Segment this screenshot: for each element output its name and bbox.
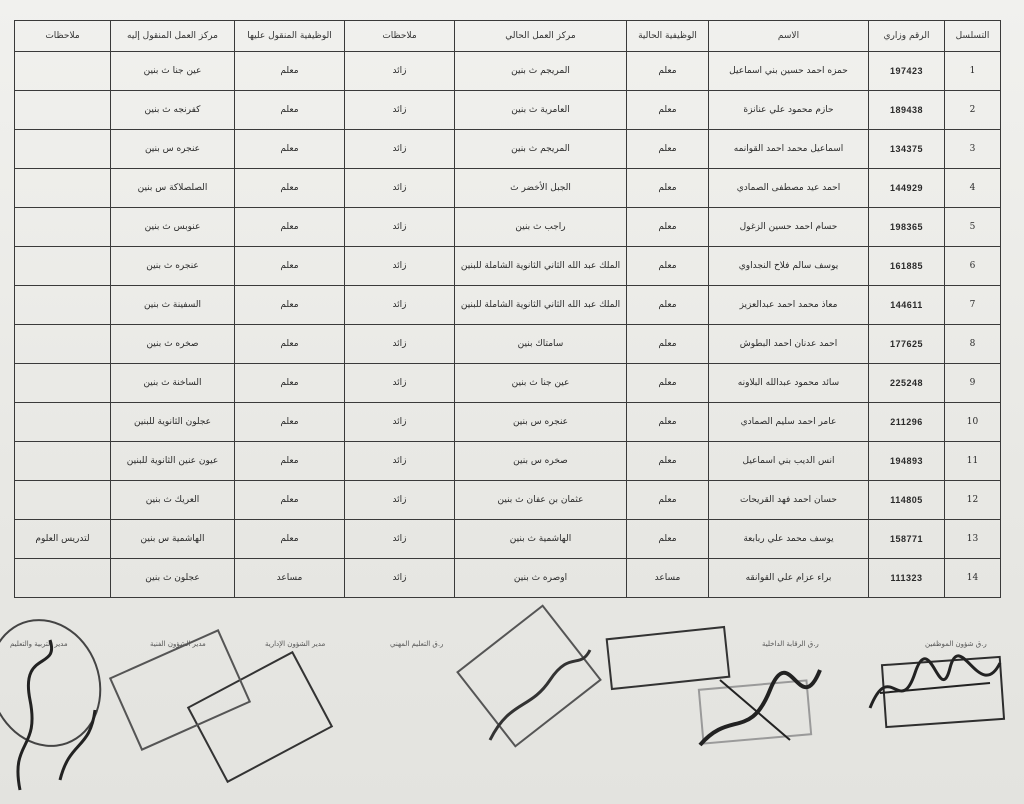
cell-notes-2 xyxy=(15,286,111,325)
cell-new-job: معلم xyxy=(235,52,345,91)
cell-job: معلم xyxy=(627,442,709,481)
cell-seq: 13 xyxy=(945,520,1001,559)
cell-seq: 4 xyxy=(945,169,1001,208)
cell-center: الهاشمية ث بنين xyxy=(455,520,627,559)
cell-job: معلم xyxy=(627,286,709,325)
cell-center: اوصره ث بنين xyxy=(455,559,627,598)
cell-seq: 12 xyxy=(945,481,1001,520)
header-seq: التسلسل xyxy=(945,21,1001,52)
cell-notes: زائد xyxy=(345,403,455,442)
cell-notes-2 xyxy=(15,559,111,598)
table-row xyxy=(15,169,1001,208)
cell-seq: 8 xyxy=(945,325,1001,364)
cell-notes: زائد xyxy=(345,52,455,91)
cell-name: يوسف محمد علي ربابعة xyxy=(709,520,869,559)
header-new-job: الوظيفية المنقول عليها xyxy=(235,21,345,52)
cell-new-job: معلم xyxy=(235,169,345,208)
cell-notes: زائد xyxy=(345,130,455,169)
cell-name: حازم محمود علي عنانزة xyxy=(709,91,869,130)
cell-notes: زائد xyxy=(345,442,455,481)
cell-seq: 14 xyxy=(945,559,1001,598)
cell-name: انس الديب بني اسماعيل xyxy=(709,442,869,481)
table-row xyxy=(15,364,1001,403)
cell-notes: زائد xyxy=(345,325,455,364)
cell-number: 177625 xyxy=(869,325,945,364)
official-stamp xyxy=(698,679,812,744)
cell-new-job: معلم xyxy=(235,130,345,169)
header-notes-2: ملاحظات xyxy=(15,21,111,52)
cell-new-center: عين جنا ث بنين xyxy=(111,52,235,91)
cell-seq: 7 xyxy=(945,286,1001,325)
table-row xyxy=(15,481,1001,520)
cell-notes: زائد xyxy=(345,91,455,130)
cell-new-center: السفينة ث بنين xyxy=(111,286,235,325)
table-row xyxy=(15,559,1001,598)
signature-label-technical: مدير الشؤون الفنية xyxy=(150,640,206,648)
table-row xyxy=(15,325,1001,364)
cell-center: راجب ث بنين xyxy=(455,208,627,247)
cell-name: حسان احمد فهد القريحات xyxy=(709,481,869,520)
cell-new-job: معلم xyxy=(235,364,345,403)
cell-notes-2 xyxy=(15,403,111,442)
cell-new-center: عيون عنين الثانوية للبنين xyxy=(111,442,235,481)
cell-new-center: العريك ث بنين xyxy=(111,481,235,520)
cell-job: معلم xyxy=(627,52,709,91)
table-row xyxy=(15,442,1001,481)
official-stamp xyxy=(881,656,1005,728)
signature-label-director: مدير التربية والتعليم xyxy=(10,640,68,648)
table-row xyxy=(15,130,1001,169)
cell-job: معلم xyxy=(627,403,709,442)
cell-number: 144611 xyxy=(869,286,945,325)
cell-name: احمد عدنان احمد البطوش xyxy=(709,325,869,364)
signature-label-admin: مدير الشؤون الإدارية xyxy=(265,640,326,648)
signature-label-audit: ر.ق الرقابة الداخلية xyxy=(762,640,819,648)
official-stamp xyxy=(456,604,602,747)
cell-center: العامرية ث بنين xyxy=(455,91,627,130)
cell-new-center: عنجره س بنين xyxy=(111,130,235,169)
cell-number: 225248 xyxy=(869,364,945,403)
cell-new-job: معلم xyxy=(235,325,345,364)
cell-number: 211296 xyxy=(869,403,945,442)
header-current-center: مركز العمل الحالي xyxy=(455,21,627,52)
cell-job: معلم xyxy=(627,520,709,559)
cell-center: الملك عبد الله الثاني الثانوية الشاملة للبنين xyxy=(455,247,627,286)
cell-notes: زائد xyxy=(345,247,455,286)
table-row xyxy=(15,286,1001,325)
cell-new-job: معلم xyxy=(235,91,345,130)
signature-label-hr: ر.ق شؤون الموظفين xyxy=(925,640,987,648)
cell-number: 134375 xyxy=(869,130,945,169)
cell-number: 189438 xyxy=(869,91,945,130)
cell-notes: زائد xyxy=(345,481,455,520)
cell-seq: 2 xyxy=(945,91,1001,130)
cell-new-center: عجلون ث بنين xyxy=(111,559,235,598)
cell-name: اسماعيل محمد احمد القوانمه xyxy=(709,130,869,169)
cell-name: حسام احمد حسين الزغول xyxy=(709,208,869,247)
cell-number: 161885 xyxy=(869,247,945,286)
cell-center: سامتاك بنين xyxy=(455,325,627,364)
cell-notes: زائد xyxy=(345,208,455,247)
cell-notes-2 xyxy=(15,208,111,247)
cell-name: احمد عيد مصطفى الصمادي xyxy=(709,169,869,208)
cell-new-job: معلم xyxy=(235,481,345,520)
cell-seq: 1 xyxy=(945,52,1001,91)
cell-notes-2 xyxy=(15,481,111,520)
cell-notes-2 xyxy=(15,442,111,481)
cell-new-center: كفرنجه ث بنين xyxy=(111,91,235,130)
cell-new-center: عنجره ث بنين xyxy=(111,247,235,286)
cell-name: عامر احمد سليم الصمادي xyxy=(709,403,869,442)
cell-job: معلم xyxy=(627,481,709,520)
cell-name: حمزه احمد حسين بني اسماعيل xyxy=(709,52,869,91)
cell-job: معلم xyxy=(627,364,709,403)
cell-new-center: عجلون الثانوية للبنين xyxy=(111,403,235,442)
table-row xyxy=(15,520,1001,559)
cell-new-job: معلم xyxy=(235,403,345,442)
header-name: الاسم xyxy=(709,21,869,52)
cell-notes-2 xyxy=(15,130,111,169)
transfer-table xyxy=(14,20,1001,598)
cell-job: معلم xyxy=(627,247,709,286)
cell-number: 114805 xyxy=(869,481,945,520)
cell-center: عثمان بن عفان ث بنين xyxy=(455,481,627,520)
cell-job: مساعد xyxy=(627,559,709,598)
cell-new-job: معلم xyxy=(235,286,345,325)
official-stamp xyxy=(0,603,119,763)
table-row xyxy=(15,91,1001,130)
cell-name: يوسف سالم فلاح النجداوي xyxy=(709,247,869,286)
cell-number: 144929 xyxy=(869,169,945,208)
cell-job: معلم xyxy=(627,208,709,247)
cell-new-job: مساعد xyxy=(235,559,345,598)
cell-job: معلم xyxy=(627,169,709,208)
header-number: الرقم وزاري xyxy=(869,21,945,52)
cell-number: 194893 xyxy=(869,442,945,481)
cell-notes: زائد xyxy=(345,286,455,325)
header-new-center: مركز العمل المنقول إليه xyxy=(111,21,235,52)
table-row xyxy=(15,247,1001,286)
cell-new-job: معلم xyxy=(235,520,345,559)
cell-job: معلم xyxy=(627,325,709,364)
cell-center: الملك عبد الله الثاني الثانوية الشاملة للبنين xyxy=(455,286,627,325)
cell-seq: 10 xyxy=(945,403,1001,442)
cell-notes-2 xyxy=(15,325,111,364)
table-row xyxy=(15,208,1001,247)
cell-notes-2 xyxy=(15,91,111,130)
cell-new-job: معلم xyxy=(235,208,345,247)
cell-notes: زائد xyxy=(345,559,455,598)
cell-center: صخره س بنين xyxy=(455,442,627,481)
header-current-job: الوظيفية الحالية xyxy=(627,21,709,52)
cell-number: 111323 xyxy=(869,559,945,598)
table-header-row xyxy=(15,21,1001,52)
cell-new-center: الصلصلاكة س بنين xyxy=(111,169,235,208)
cell-number: 158771 xyxy=(869,520,945,559)
cell-name: معاذ محمد احمد عبدالعزيز xyxy=(709,286,869,325)
cell-seq: 11 xyxy=(945,442,1001,481)
cell-seq: 3 xyxy=(945,130,1001,169)
cell-notes-2 xyxy=(15,247,111,286)
cell-new-job: معلم xyxy=(235,442,345,481)
cell-name: براء عزام علي القوانقه xyxy=(709,559,869,598)
cell-new-center: الساخنة ث بنين xyxy=(111,364,235,403)
cell-new-job: معلم xyxy=(235,247,345,286)
cell-seq: 9 xyxy=(945,364,1001,403)
signature-label-vocational: ر.ق التعليم المهني xyxy=(390,640,444,648)
cell-notes-2: لتدريس العلوم xyxy=(15,520,111,559)
cell-notes-2 xyxy=(15,169,111,208)
cell-number: 197423 xyxy=(869,52,945,91)
cell-notes-2 xyxy=(15,52,111,91)
cell-center: عنجره س بنين xyxy=(455,403,627,442)
cell-job: معلم xyxy=(627,130,709,169)
cell-notes: زائد xyxy=(345,169,455,208)
table-row xyxy=(15,403,1001,442)
cell-seq: 5 xyxy=(945,208,1001,247)
cell-new-center: عنوبس ث بنين xyxy=(111,208,235,247)
cell-notes: زائد xyxy=(345,520,455,559)
official-stamp xyxy=(606,626,731,690)
cell-center: المريجم ث بنين xyxy=(455,130,627,169)
cell-center: عين جنا ث بنين xyxy=(455,364,627,403)
cell-center: الجبل الأخضر ث xyxy=(455,169,627,208)
cell-new-center: الهاشمية س بنين xyxy=(111,520,235,559)
cell-notes-2 xyxy=(15,364,111,403)
cell-job: معلم xyxy=(627,91,709,130)
cell-seq: 6 xyxy=(945,247,1001,286)
cell-center: المريجم ث بنين xyxy=(455,52,627,91)
cell-name: سائد محمود عبدالله البلاونه xyxy=(709,364,869,403)
cell-notes: زائد xyxy=(345,364,455,403)
cell-number: 198365 xyxy=(869,208,945,247)
table-row xyxy=(15,52,1001,91)
header-notes: ملاحظات xyxy=(345,21,455,52)
cell-new-center: صخره ث بنين xyxy=(111,325,235,364)
